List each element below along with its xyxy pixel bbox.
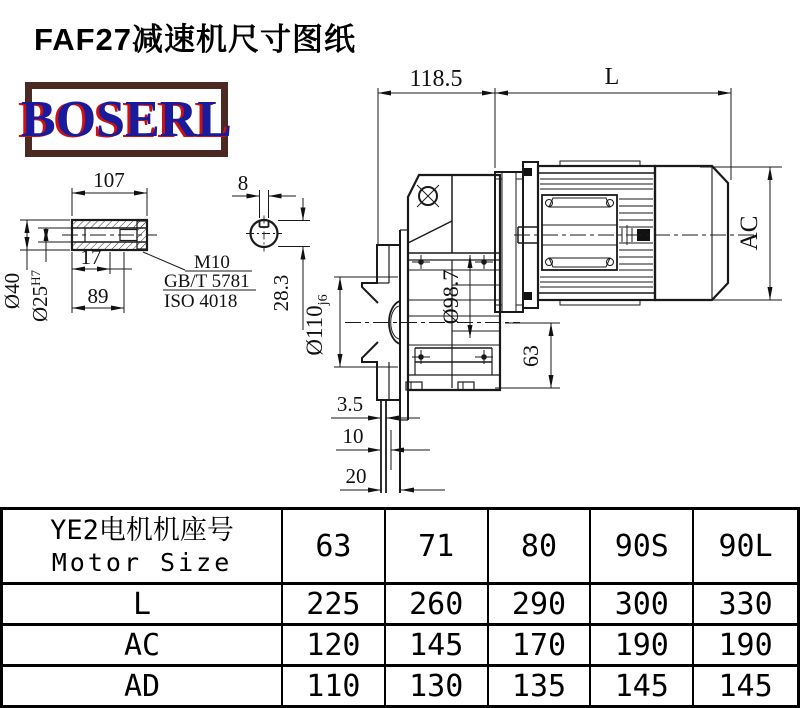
- table-header-motor-size: [3, 510, 283, 585]
- flange-spigot-value: Ø110: [302, 305, 327, 356]
- logo-text: BOSERL: [21, 90, 232, 148]
- table-cell: 300: [591, 585, 694, 626]
- dim-shaft-height: 63: [518, 345, 543, 367]
- table-cell: 145: [386, 626, 489, 667]
- motor-size-table: [0, 507, 800, 708]
- dim-flange-offset-1: 3.5: [336, 392, 364, 416]
- table-cell: 225: [283, 585, 386, 626]
- table-cell: 145: [591, 667, 694, 705]
- dim-bore-diameter: [28, 269, 52, 322]
- table-cell: 290: [489, 585, 592, 626]
- table-cell: 145: [718, 668, 773, 704]
- table-cell: 170: [489, 626, 592, 667]
- table-cell: 135: [489, 667, 592, 705]
- bore-tolerance: H7: [28, 269, 43, 286]
- dim-shaft-length: 107: [93, 168, 125, 192]
- column-header: 90L: [694, 510, 797, 585]
- row-label: L: [3, 585, 283, 626]
- dim-flange-offset-2: 10: [342, 424, 364, 448]
- table-cell: 330: [694, 585, 797, 626]
- dim-key-height: 28.3: [269, 274, 293, 312]
- dim-flange-spigot: [302, 294, 331, 355]
- dim-flange-to-motor: 118.5: [409, 66, 463, 92]
- table-cell: 120: [283, 626, 386, 667]
- dim-input-spigot: Ø98.7: [438, 269, 463, 325]
- page-title: FAF27减速机尺寸图纸: [34, 22, 357, 57]
- column-header: 71: [386, 510, 489, 585]
- note-standard-iso: ISO 4018: [164, 291, 238, 312]
- column-header: 90S: [591, 510, 694, 585]
- dim-motor-length: L: [604, 64, 620, 90]
- dim-shaft-step: 17: [80, 245, 102, 269]
- header-en: Motor Size: [51, 547, 233, 577]
- row-label: AD: [3, 667, 283, 705]
- dim-motor-diameter: AC: [736, 215, 763, 251]
- bore-diameter-value: Ø25: [28, 285, 52, 323]
- dim-key-width: 8: [237, 171, 249, 195]
- flange-spigot-tolerance: j6: [316, 294, 331, 306]
- row-label: AC: [3, 626, 283, 667]
- note-thread: M10: [194, 252, 230, 273]
- table-cell: 260: [386, 585, 489, 626]
- note-standard-gb: GB/T 5781: [164, 271, 250, 292]
- dim-flange-offset-3: 20: [345, 464, 367, 488]
- table-cell: 130: [386, 667, 489, 705]
- table-cell: 190: [694, 626, 797, 667]
- table-cell: 190: [591, 626, 694, 667]
- dimension-lines: [331, 88, 782, 490]
- table-cell: 110: [283, 667, 386, 705]
- dim-bore-depth: 89: [87, 284, 109, 308]
- motor-body: [495, 161, 758, 312]
- header-cn: YE2电机机座号: [50, 515, 234, 547]
- dim-outer-diameter: Ø40: [0, 272, 24, 310]
- column-header: 63: [283, 510, 386, 585]
- column-header: 80: [489, 510, 592, 585]
